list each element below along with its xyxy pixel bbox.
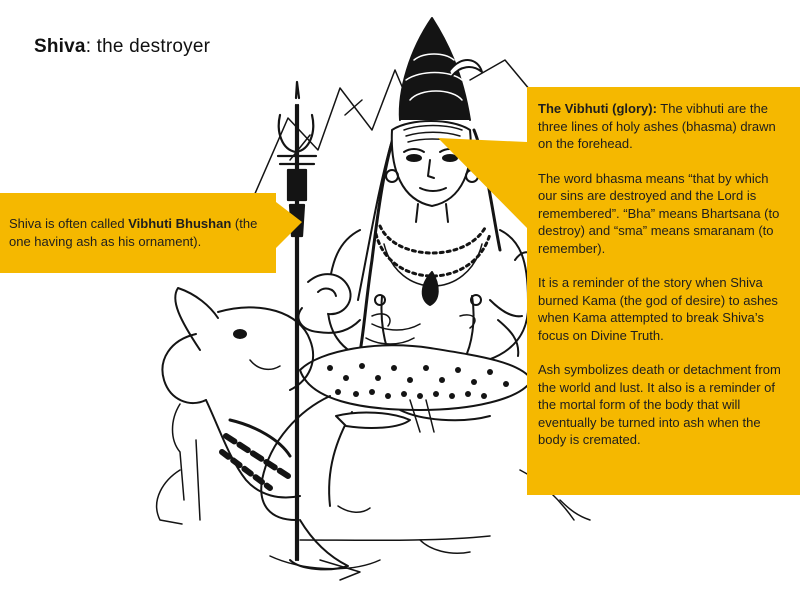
callout-heading: The Vibhuti (glory): xyxy=(538,101,657,116)
title-subtitle: : the destroyer xyxy=(85,36,211,57)
callout-vibhuti xyxy=(527,87,800,495)
callout-left-bold: Vibhuti Bhushan xyxy=(128,216,232,231)
callout-paragraph-1-text: The vibhuti are the three lines of holy ashes (bhasma) drawn on the forehead. xyxy=(538,101,776,151)
callout-paragraph-3: It is a reminder of the story when Shiva burned Kama (the god of desire) to ashes when Kama attempted to break Shiva’s focus on Divine Truth. xyxy=(538,275,778,343)
callout-paragraph-1 xyxy=(538,100,788,153)
callout-paragraph-4: Ash symbolizes death or detachment from the world and lust. It also is a reminder of the mortal form of the body that will eventually be turned into ash when the body is cremated. xyxy=(538,362,781,447)
callout-left-text: Shiva is often called xyxy=(9,216,129,231)
callout-paragraph-2: The word bhasma means “that by which our sins are destroyed and the Lord is remembered”. “Bha” means Bhartsana (to destroy) and “sma” means smaranam (to remember). xyxy=(538,170,780,256)
callout-vibhuti-bhushan xyxy=(0,193,276,273)
title-name: Shiva xyxy=(34,36,86,57)
callout-left-text-after: (the one having ash as his ornament). xyxy=(9,216,258,249)
